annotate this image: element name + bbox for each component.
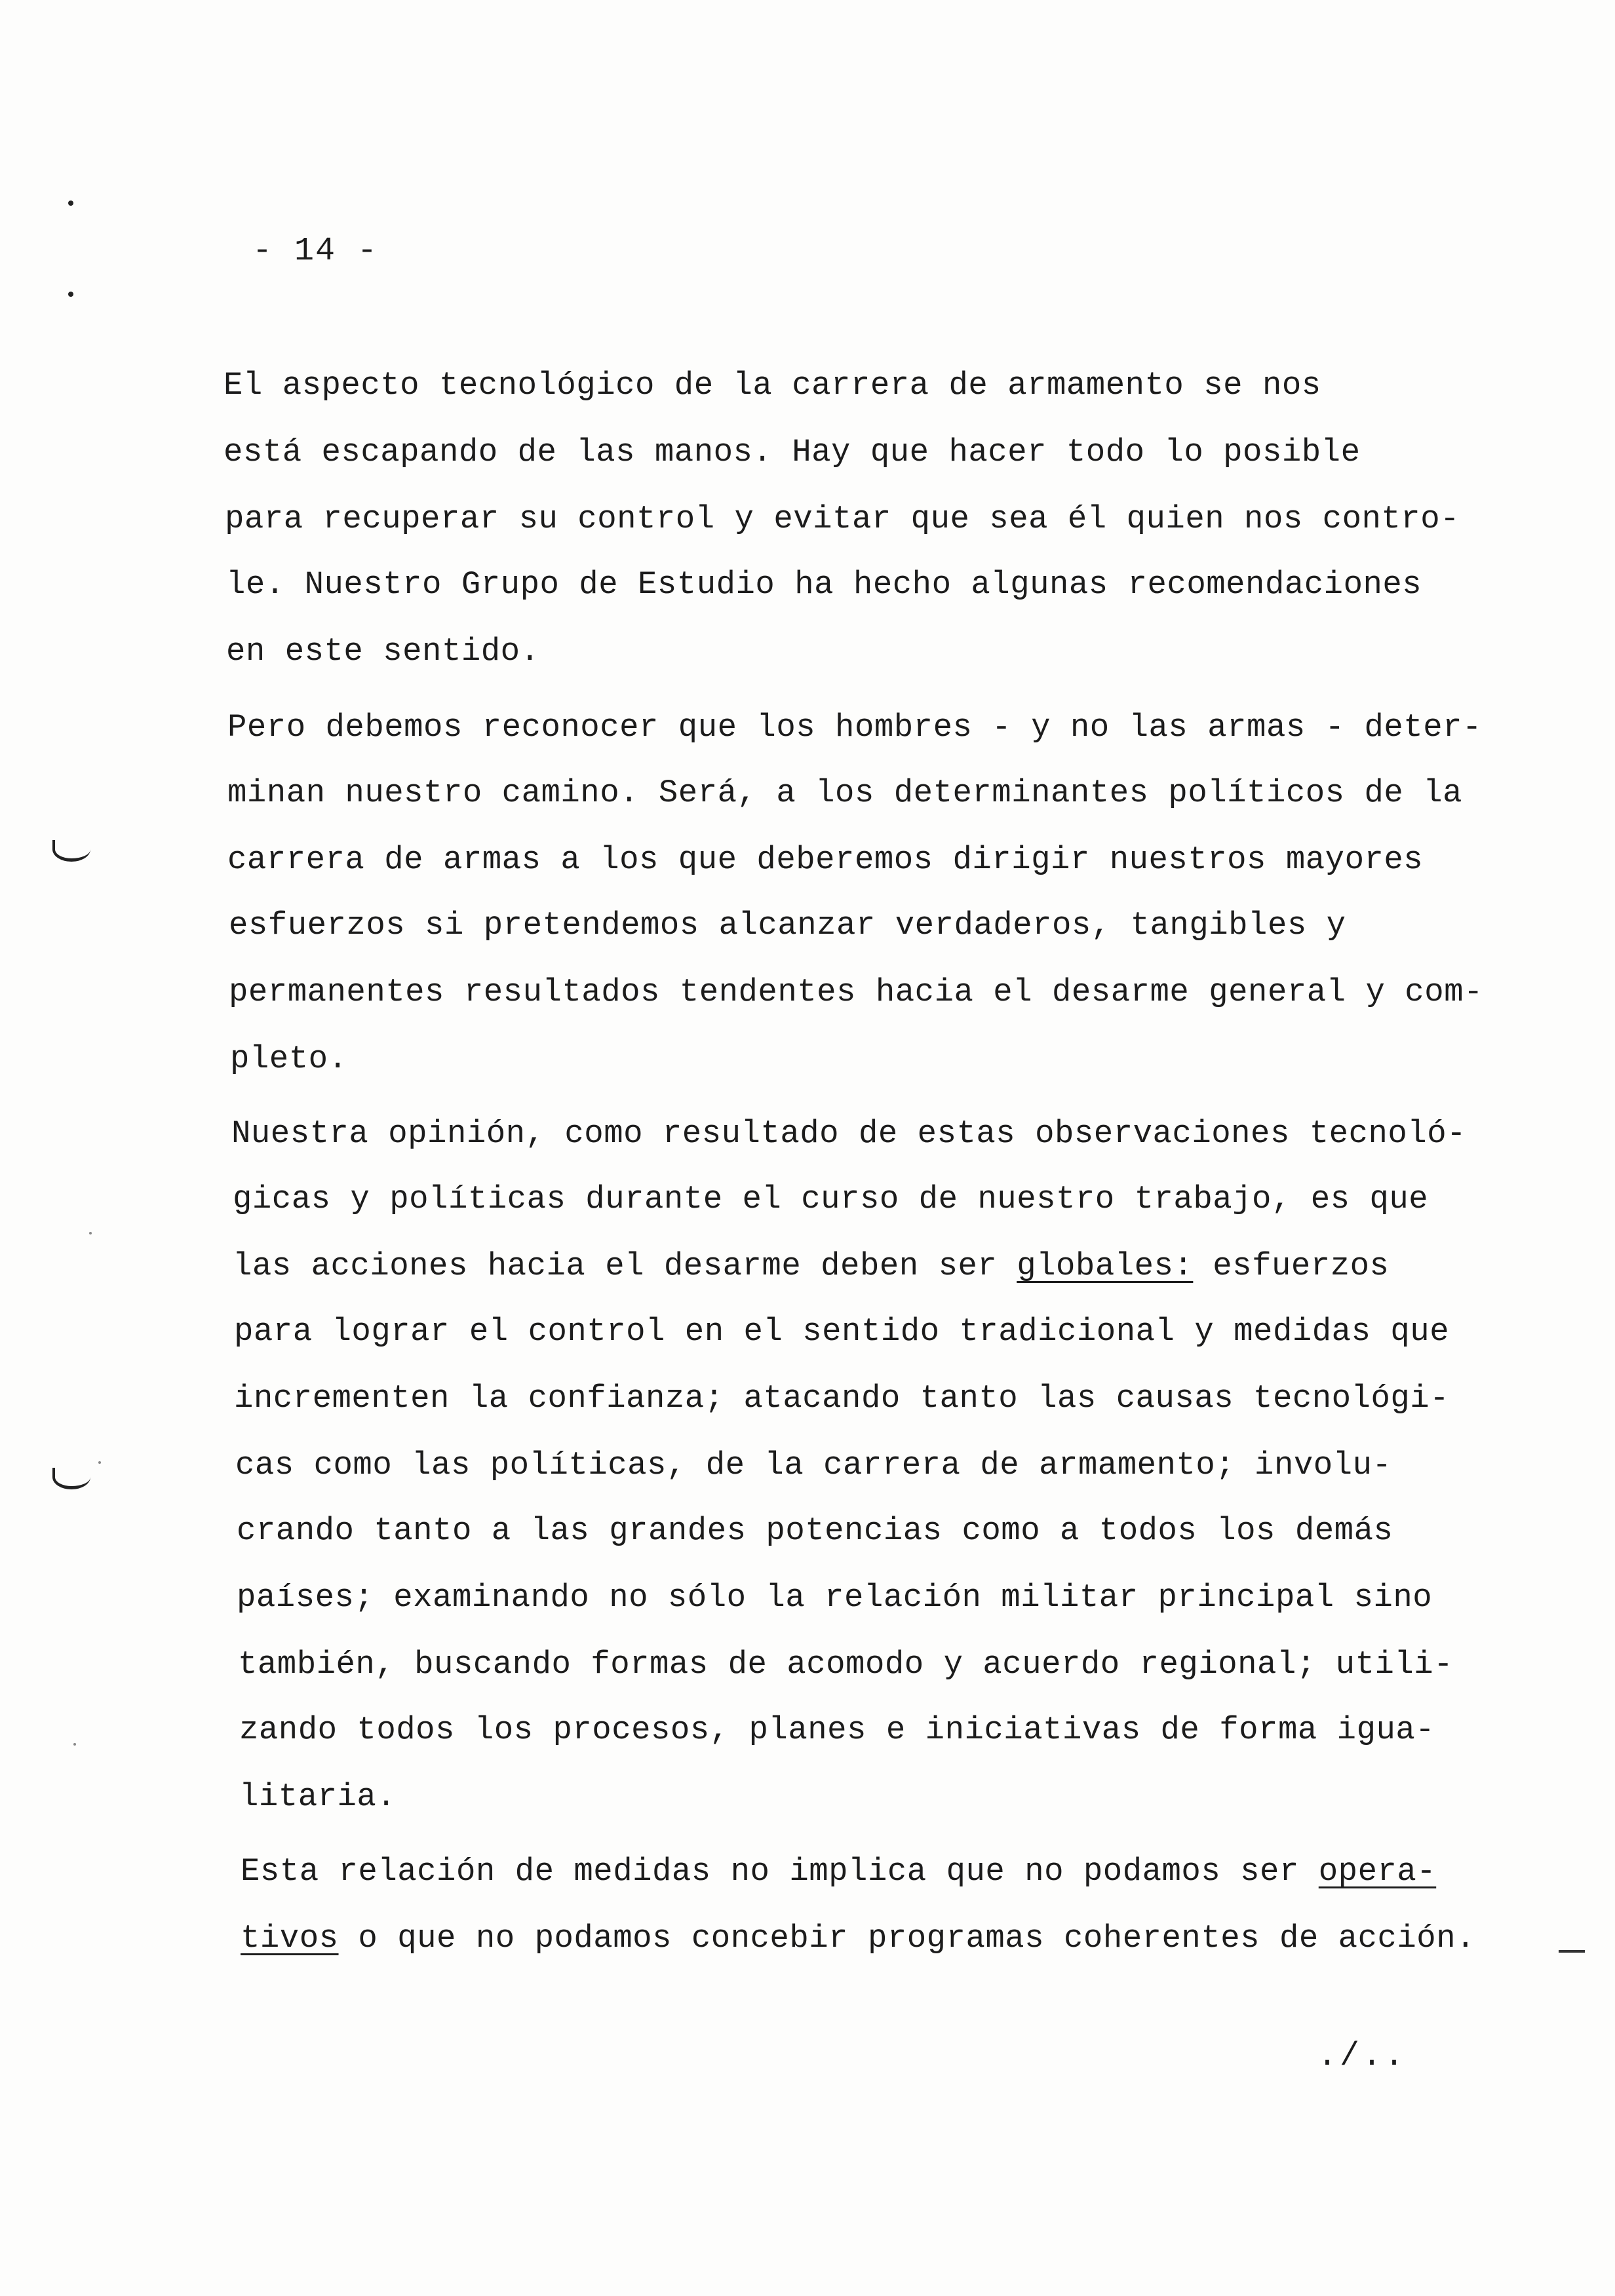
paragraph-2-line-6: pleto. <box>230 1041 348 1077</box>
paragraph-3-line-6: cas como las políticas, de la carrera de armamento; involu- <box>235 1447 1392 1483</box>
page-number: - 14 - <box>252 233 379 270</box>
underlined-globales: globales: <box>1017 1248 1194 1284</box>
paragraph-4-line-1 <box>241 1852 1436 1891</box>
margin-speck <box>73 1743 76 1746</box>
paragraph-2-line-4: esfuerzos si pretendemos alcanzar verdaderos, tangibles y <box>229 907 1346 944</box>
paragraph-4-line-2 <box>241 1919 1475 1958</box>
paragraph-3-line-3-tail: esfuerzos <box>1193 1248 1390 1284</box>
paragraph-4-line-2-text: o que no podamos concebir programas coherentes de acción. <box>338 1920 1476 1957</box>
margin-dot <box>68 201 73 206</box>
paragraph-1-line-3: para recuperar su control y evitar que sea él quien nos contro- <box>225 501 1460 537</box>
margin-dash <box>1559 1950 1585 1953</box>
paragraph-3-line-1: Nuestra opinión, como resultado de estas observaciones tecnoló- <box>231 1115 1467 1152</box>
paragraph-1-line-1: El aspecto tecnológico de la carrera de armamento se nos <box>224 367 1321 404</box>
paragraph-3-line-2: gicas y políticas durante el curso de nuestro trabajo, es que <box>233 1181 1429 1217</box>
margin-arc-mark <box>52 1468 90 1489</box>
paragraph-1-line-5: en este sentido. <box>226 633 540 670</box>
paragraph-3-line-9: también, buscando formas de acomodo y acuerdo regional; utili- <box>238 1646 1454 1683</box>
paragraph-1-line-2: está escapando de las manos. Hay que hacer todo lo posible <box>224 434 1361 470</box>
paragraph-3-line-7: crando tanto a las grandes potencias como a todos los demás <box>237 1512 1393 1549</box>
paragraph-3-line-10: zando todos los procesos, planes e iniciativas de forma igua- <box>239 1712 1435 1748</box>
paragraph-2-line-2: minan nuestro camino. Será, a los determinantes políticos de la <box>227 775 1463 811</box>
paragraph-3-line-8: países; examinando no sólo la relación militar principal sino <box>237 1579 1433 1616</box>
margin-dot <box>68 292 73 297</box>
paragraph-3-line-5: incrementen la confianza; atacando tanto las causas tecnológi- <box>234 1380 1450 1417</box>
paragraph-2-line-3: carrera de armas a los que deberemos dirigir nuestros mayores <box>227 841 1424 878</box>
continuation-mark: ./.. <box>1317 2038 1407 2075</box>
paragraph-2-line-1: Pero debemos reconocer que los hombres - y no las armas - deter- <box>227 709 1482 746</box>
margin-arc-mark <box>52 840 90 862</box>
paragraph-4-line-1-text: Esta relación de medidas no implica que no podamos ser <box>241 1853 1319 1890</box>
underlined-opera: opera- <box>1318 1853 1437 1890</box>
paragraph-1-line-4: le. Nuestro Grupo de Estudio ha hecho algunas recomendaciones <box>226 566 1422 603</box>
margin-speck <box>98 1461 101 1464</box>
paragraph-3-line-3-text: las acciones hacia el desarme deben ser <box>233 1248 1017 1284</box>
paragraph-3-line-11: litaria. <box>239 1778 397 1815</box>
paragraph-3-line-4: para lograr el control en el sentido tradicional y medidas que <box>234 1313 1450 1350</box>
underlined-tivos: tivos <box>241 1920 339 1957</box>
margin-speck <box>89 1232 92 1234</box>
paragraph-3-line-3 <box>233 1246 1389 1286</box>
paragraph-2-line-5: permanentes resultados tendentes hacia el desarme general y com- <box>229 974 1483 1010</box>
